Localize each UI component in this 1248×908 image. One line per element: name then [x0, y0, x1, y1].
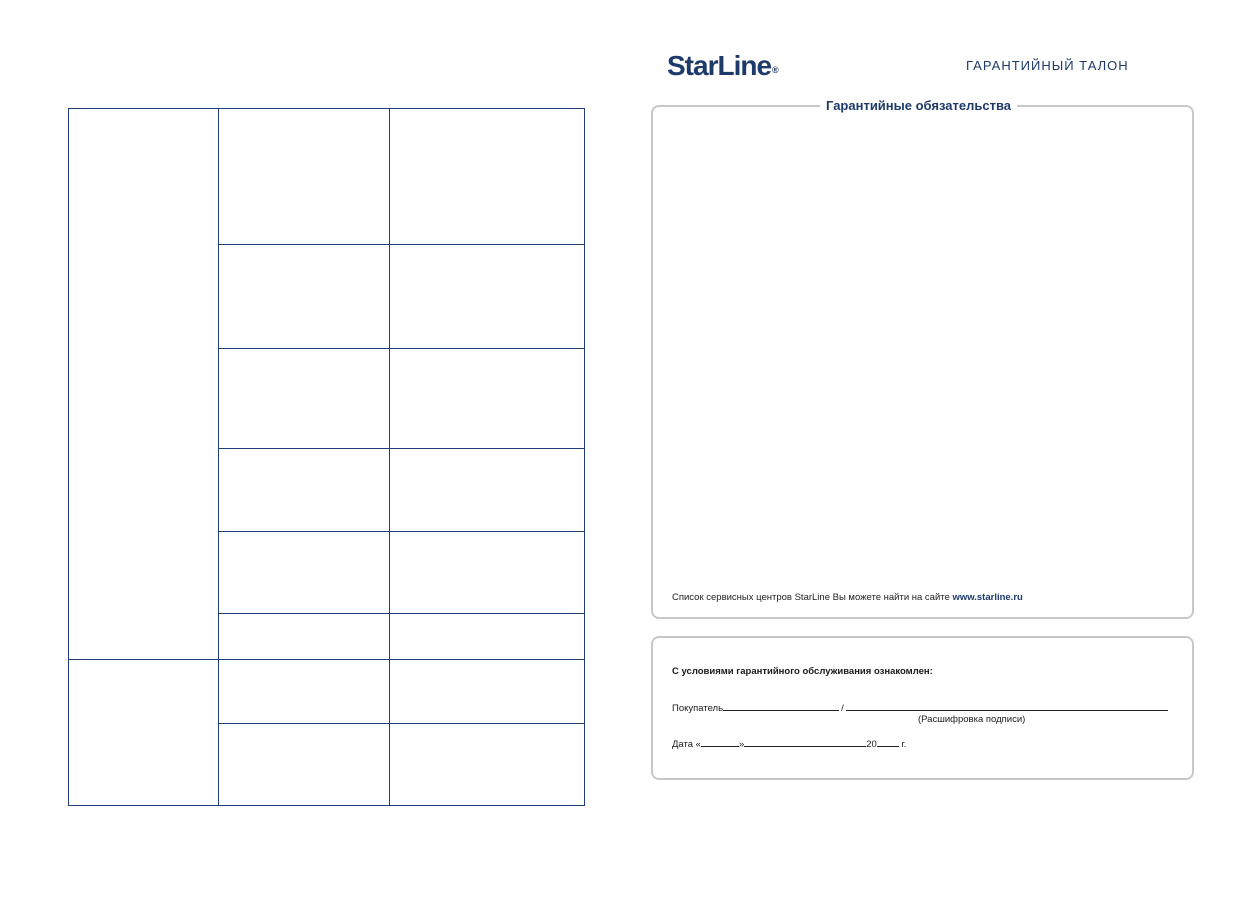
table-row-line	[218, 448, 585, 449]
logo-text: StarLine	[667, 50, 772, 81]
warranty-heading: Гарантийные обязательства	[820, 97, 1017, 115]
acknowledgement-box	[651, 636, 1194, 780]
date-year-field[interactable]	[877, 737, 899, 747]
year-suffix: г.	[901, 739, 907, 750]
table-row-line	[218, 348, 585, 349]
buyer-signature-field[interactable]	[723, 701, 839, 711]
table-border-top	[68, 108, 585, 109]
document-title: ГАРАНТИЙНЫЙ ТАЛОН	[966, 58, 1129, 73]
table-border-right	[584, 108, 585, 806]
table-divider-col2	[389, 108, 390, 806]
table-divider-col1	[218, 108, 219, 806]
warranty-obligations-box	[651, 98, 1194, 619]
date-label: Дата «	[672, 739, 701, 750]
starline-logo	[667, 50, 778, 82]
table-section-line	[68, 659, 585, 660]
table-row-line	[218, 531, 585, 532]
date-day-field[interactable]	[701, 737, 739, 747]
acknowledgement-statement: С условиями гарантийного обслуживания ознакомлен:	[672, 666, 933, 677]
table-border-left	[68, 108, 69, 806]
table-row-line	[218, 723, 585, 724]
date-row	[672, 737, 906, 750]
service-centers-text: Список сервисных центров StarLine Вы можете найти на сайте	[672, 592, 950, 603]
table-row-line	[218, 244, 585, 245]
signature-separator: /	[841, 703, 844, 714]
table-border-bottom	[68, 805, 585, 806]
date-month-field[interactable]	[744, 737, 866, 747]
date-quote-close: »	[738, 739, 745, 750]
table-row-line	[218, 613, 585, 614]
service-centers-link[interactable]: www.starline.ru	[952, 592, 1023, 603]
buyer-label: Покупатель	[672, 703, 724, 714]
signature-decode-caption: (Расшифровка подписи)	[918, 714, 1026, 725]
registered-mark: ®	[772, 65, 778, 75]
buyer-signature-row	[672, 701, 1168, 714]
service-centers-note	[672, 592, 1023, 604]
signature-decode-field[interactable]	[846, 701, 1168, 711]
service-records-table	[0, 0, 600, 908]
year-prefix: 20	[866, 739, 877, 750]
